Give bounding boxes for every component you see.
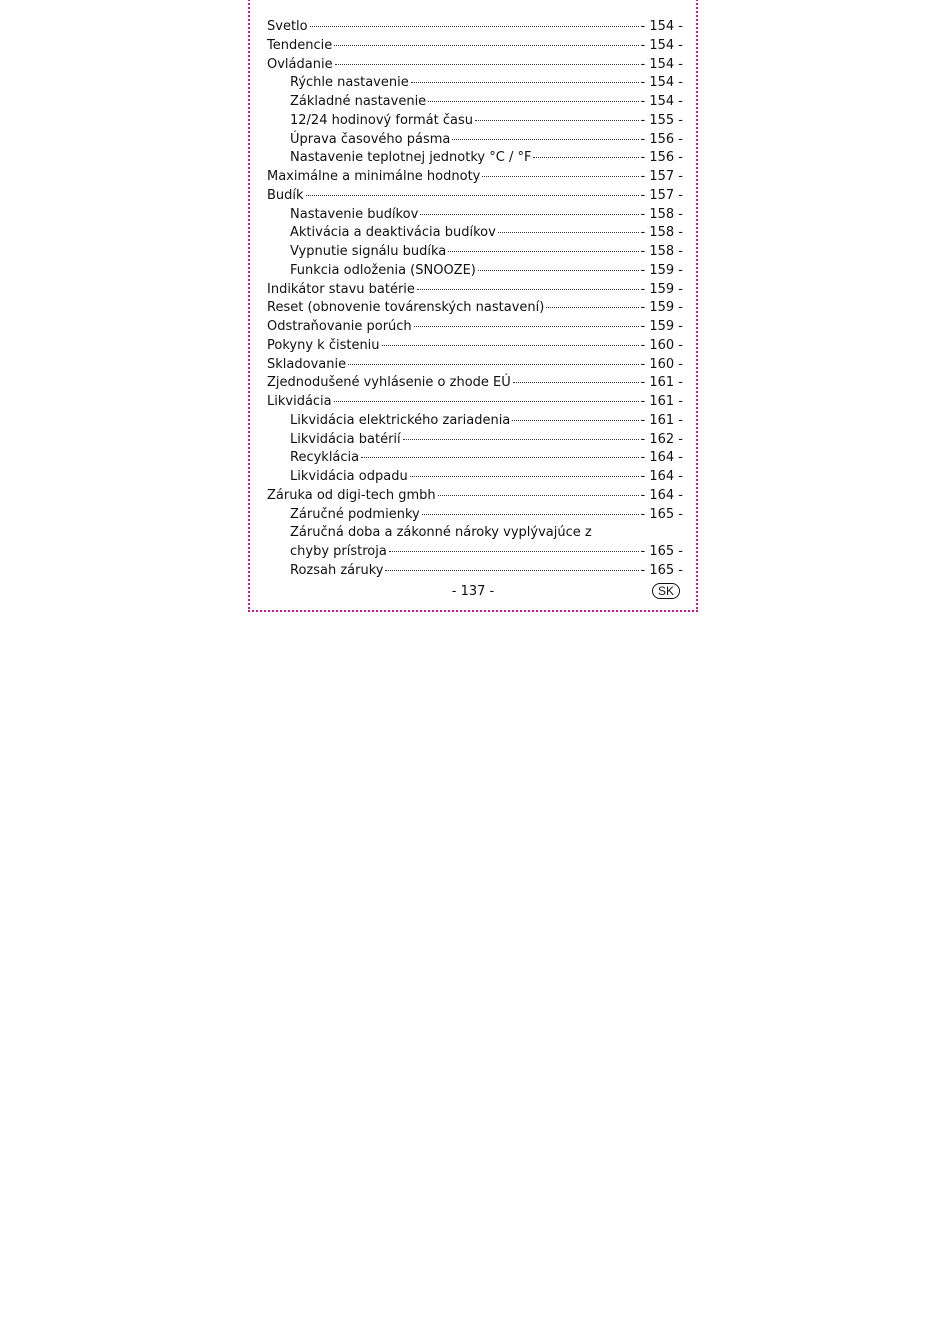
toc-entry[interactable] [267, 337, 683, 356]
toc-entry-title: Recyklácia [290, 450, 360, 466]
toc-entry-page: - 165 - [640, 506, 683, 522]
toc-entry-page: - 156 - [640, 150, 683, 166]
toc-entry-title: Likvidácia elektrického zariadenia [290, 412, 511, 428]
toc-entry-page: - 154 - [640, 37, 683, 53]
toc-dot-leader [310, 26, 639, 27]
toc-entry[interactable] [267, 93, 683, 112]
toc-dot-leader [452, 139, 638, 140]
toc-entry-page: - 165 - [640, 562, 683, 578]
toc-dot-leader [475, 120, 639, 121]
toc-dot-leader [498, 232, 639, 233]
toc-entry-title: Zjednodušené vyhlásenie o zhode EÚ [267, 375, 511, 391]
toc-entry-title: Tendencie [267, 37, 333, 53]
toc-entry-page: - 161 - [640, 375, 683, 391]
toc-entry-title: Pokyny k čisteniu [267, 337, 380, 353]
toc-entry[interactable] [267, 224, 683, 243]
toc-entry-title: Funkcia odloženia (SNOOZE) [290, 262, 476, 278]
toc-entry-page: - 161 - [640, 412, 683, 428]
toc-entry-title: Likvidácia odpadu [290, 469, 408, 484]
toc-entry-page: - 154 - [640, 75, 683, 91]
toc-entry[interactable] [267, 374, 683, 393]
toc-entry[interactable] [267, 112, 683, 131]
toc-entry-page: - 162 - [640, 431, 683, 447]
toc-entry-page: - 158 - [640, 244, 683, 259]
toc-entry[interactable] [267, 356, 683, 375]
toc-dot-leader [306, 195, 639, 196]
toc-entry[interactable] [267, 543, 683, 562]
toc-entry-title: 12/24 hodinový formát času [290, 112, 473, 128]
toc-entry[interactable] [267, 37, 683, 56]
toc-entry[interactable] [267, 18, 683, 37]
toc-entry-page: - 159 - [640, 262, 683, 278]
toc-entry-page: - 154 - [640, 94, 683, 109]
toc-dot-leader [385, 570, 638, 571]
toc-entry-page: - 154 - [640, 56, 683, 72]
toc-entry-title: Indikátor stavu batérie [267, 281, 415, 297]
toc-entry-page: - 159 - [640, 281, 683, 297]
toc-entry[interactable] [267, 206, 683, 225]
toc-entry[interactable] [267, 487, 683, 506]
toc-dot-leader [382, 345, 639, 346]
toc-entry-page: - 154 - [640, 19, 683, 34]
toc-entry[interactable] [267, 449, 683, 468]
toc-entry-page: - 164 - [640, 469, 683, 484]
toc-entry-title: Reset (obnovenie továrenských nastavení) [267, 300, 545, 316]
toc-entry[interactable] [267, 524, 683, 543]
toc-entry-title: Aktivácia a deaktivácia budíkov [290, 225, 496, 241]
toc-dot-leader [546, 307, 638, 308]
toc-dot-leader [512, 420, 638, 421]
toc-entry-page: - 160 - [640, 356, 683, 372]
toc-entry-page: - 156 - [640, 131, 683, 147]
toc-dot-leader [417, 289, 639, 290]
toc-dot-leader [478, 270, 639, 271]
toc-dot-leader [414, 326, 639, 327]
toc-entry-title: Ovládanie [267, 56, 333, 72]
page-number: - 137 - [451, 584, 495, 599]
toc-dot-leader [361, 457, 638, 458]
toc-dot-leader [334, 45, 638, 46]
toc-entry-title: Záručná doba a zákonné nároky vyplývajúce z [290, 525, 592, 541]
toc-entry-title: Úprava časového pásma [290, 131, 451, 147]
toc-dot-leader [348, 364, 638, 365]
toc-dot-leader [410, 476, 639, 477]
toc-entry-page: - 158 - [640, 225, 683, 241]
toc-entry-title: Vypnutie signálu budíka [290, 244, 447, 259]
toc-entry-title: Nastavenie teplotnej jednotky °C / °F [290, 150, 532, 166]
toc-entry[interactable] [267, 393, 683, 412]
toc-dot-leader [438, 495, 639, 496]
toc-entry-title: Záruka od digi-tech gmbh [267, 487, 436, 503]
toc-entry[interactable] [267, 131, 683, 150]
toc-entry-page: - 159 - [640, 300, 683, 316]
toc-entry-title: chyby prístroja [290, 544, 387, 559]
toc-entry-page: - 157 - [640, 187, 683, 203]
toc-dot-leader [428, 101, 638, 102]
toc-entry[interactable] [267, 468, 683, 487]
toc-entry[interactable] [267, 74, 683, 93]
toc-entry[interactable] [267, 562, 683, 581]
toc-entry[interactable] [267, 149, 683, 168]
toc-dot-leader [403, 439, 639, 440]
toc-entry-page: - 157 - [640, 169, 683, 184]
table-of-contents [267, 18, 683, 581]
toc-dot-leader [533, 157, 638, 158]
toc-dot-leader [482, 176, 638, 177]
toc-entry[interactable] [267, 431, 683, 450]
toc-entry-title: Maximálne a minimálne hodnoty [267, 169, 481, 184]
toc-entry[interactable] [267, 187, 683, 206]
toc-entry-title: Likvidácia [267, 394, 332, 409]
toc-entry-page: - 164 - [640, 450, 683, 466]
toc-entry-title: Rozsah záruky [290, 562, 384, 578]
toc-entry-page: - 161 - [640, 394, 683, 409]
toc-entry-title: Záručné podmienky [290, 506, 420, 522]
toc-entry-title: Rýchle nastavenie [290, 75, 409, 91]
toc-entry[interactable] [267, 243, 683, 262]
toc-entry[interactable] [267, 412, 683, 431]
toc-entry[interactable] [267, 318, 683, 337]
toc-entry-title: Základné nastavenie [290, 94, 427, 109]
toc-dot-leader [335, 64, 639, 65]
toc-entry[interactable] [267, 299, 683, 318]
toc-entry[interactable] [267, 262, 683, 281]
toc-entry-page: - 164 - [640, 487, 683, 503]
toc-dot-leader [334, 401, 639, 402]
toc-entry[interactable] [267, 281, 683, 300]
toc-entry-title: Skladovanie [267, 356, 347, 372]
toc-entry-title: Nastavenie budíkov [290, 206, 419, 222]
toc-entry-title: Svetlo [267, 19, 308, 34]
toc-dot-leader [420, 214, 638, 215]
toc-entry-page: - 165 - [640, 544, 683, 559]
toc-entry-page: - 155 - [640, 112, 683, 128]
toc-entry[interactable] [267, 506, 683, 525]
toc-entry-title: Budík [267, 187, 304, 203]
toc-dot-leader [513, 382, 639, 383]
toc-entry-page: - 158 - [640, 206, 683, 222]
toc-entry[interactable] [267, 56, 683, 75]
toc-entry[interactable] [267, 168, 683, 187]
toc-dot-leader [389, 551, 639, 552]
toc-entry-title: Likvidácia batérií [290, 431, 401, 447]
toc-dot-leader [422, 514, 639, 515]
toc-entry-page: - 159 - [640, 319, 683, 334]
toc-entry-page: - 160 - [640, 337, 683, 353]
toc-dot-leader [411, 82, 639, 83]
toc-dot-leader [448, 251, 638, 252]
toc-entry-title: Odstraňovanie porúch [267, 319, 412, 334]
language-badge: SK [652, 583, 680, 599]
